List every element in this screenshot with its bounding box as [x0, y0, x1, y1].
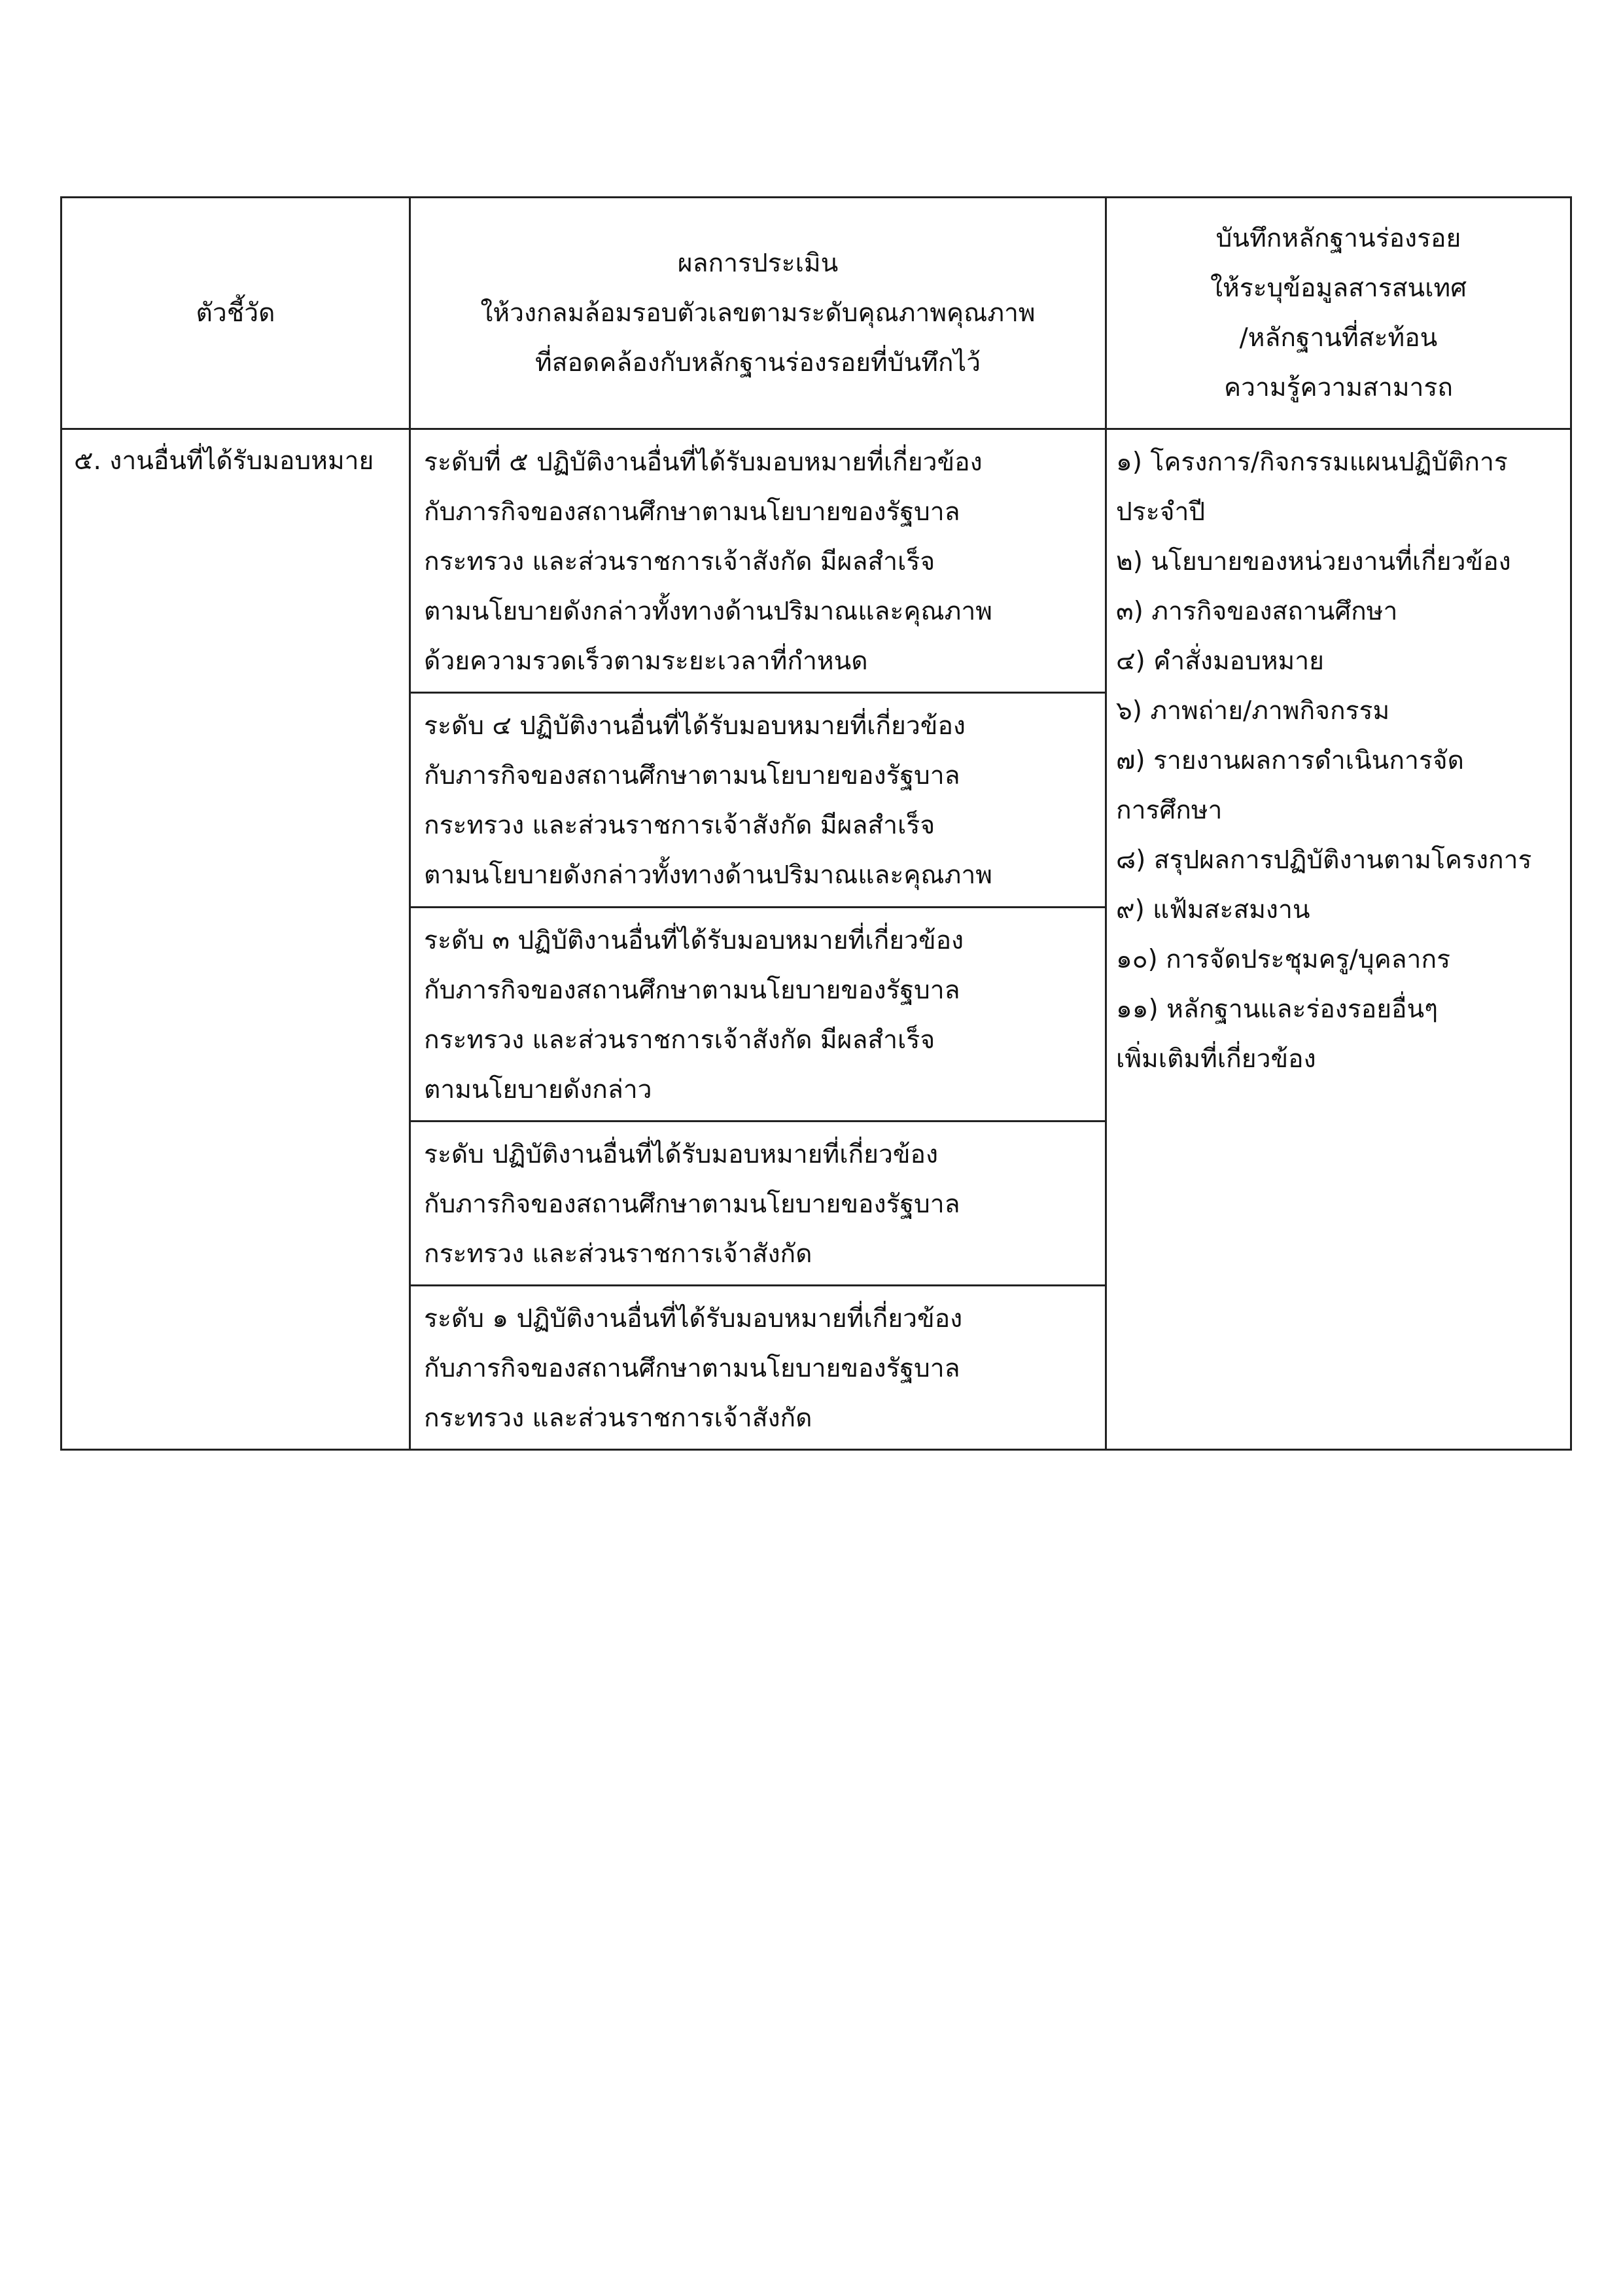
level-line: กับภารกิจของสถานศึกษาตามนโยบายของรัฐบาล	[424, 761, 960, 790]
evidence-line: ๑) โครงการ/กิจกรรมแผนปฏิบัติการ	[1116, 448, 1508, 477]
indicator-text: ๕. งานอื่นที่ได้รับมอบหมาย	[74, 446, 374, 476]
evidence-line: ๙) แฟ้มสะสมงาน	[1116, 895, 1310, 925]
evidence-line: ๑๐) การจัดประชุมครู/บุคลากร	[1116, 945, 1451, 974]
evidence-line: ๔) คำสั่งมอบหมาย	[1116, 646, 1325, 676]
level-line: กระทรวง และส่วนราชการเจ้าสังกัด มีผลสำเร็จ	[424, 1025, 935, 1055]
level-line: ตามนโยบายดังกล่าวทั้งทางด้านปริมาณและคุณภาพ	[424, 860, 992, 890]
header-evidence-line: บันทึกหลักฐานร่องรอย	[1215, 223, 1461, 253]
header-evidence-line: ความรู้ความสามารถ	[1223, 372, 1453, 402]
evidence-line: ประจำปี	[1116, 497, 1206, 527]
evidence-cell	[1106, 429, 1571, 1450]
level-line: กระทรวง และส่วนราชการเจ้าสังกัด	[424, 1404, 812, 1433]
evidence-line: ๓) ภารกิจของสถานศึกษา	[1116, 597, 1398, 626]
assessment-table	[60, 196, 1572, 1451]
evidence-line: ๘) สรุปผลการปฏิบัติงานตามโครงการ	[1116, 845, 1532, 875]
level-2-cell	[410, 1122, 1106, 1286]
level-5-cell	[410, 429, 1106, 693]
level-line: กับภารกิจของสถานศึกษาตามนโยบายของรัฐบาล	[424, 1354, 960, 1383]
level-line: กระทรวง และส่วนราชการเจ้าสังกัด มีผลสำเร็จ	[424, 811, 935, 840]
header-indicator	[61, 198, 410, 429]
header-evidence	[1106, 198, 1571, 429]
evidence-line: เพิ่มเติมที่เกี่ยวข้อง	[1116, 1044, 1316, 1074]
level-4-cell	[410, 693, 1106, 908]
level-line: ระดับ ปฏิบัติงานอื่นที่ได้รับมอบหมายที่เกี่ยวข้อง	[424, 1140, 939, 1169]
level-line: กับภารกิจของสถานศึกษาตามนโยบายของรัฐบาล	[424, 1190, 960, 1219]
level-line: ตามนโยบายดังกล่าวทั้งทางด้านปริมาณและคุณภาพ	[424, 597, 992, 626]
level-1-cell	[410, 1286, 1106, 1450]
evidence-line: ๖) ภาพถ่าย/ภาพกิจกรรม	[1116, 696, 1390, 726]
level-line: กระทรวง และส่วนราชการเจ้าสังกัด	[424, 1239, 812, 1269]
level-line: ตามนโยบายดังกล่าว	[424, 1075, 652, 1104]
header-evidence-line: /หลักฐานที่สะท้อน	[1239, 323, 1438, 353]
evidence-line: ๗) รายงานผลการดำเนินการจัด	[1116, 746, 1464, 775]
evidence-line: การศึกษา	[1116, 796, 1223, 825]
indicator-cell	[61, 429, 410, 1450]
evidence-line: ๑๑) หลักฐานและร่องรอยอื่นๆ	[1116, 995, 1439, 1024]
level-line: กับภารกิจของสถานศึกษาตามนโยบายของรัฐบาล	[424, 497, 960, 527]
level-3-cell	[410, 908, 1106, 1122]
header-assessment-line: ที่สอดคล้องกับหลักฐานร่องรอยที่บันทึกไว้	[535, 347, 981, 378]
header-assessment	[410, 198, 1106, 429]
header-assessment-line: ผลการประเมิน	[677, 248, 839, 278]
header-evidence-line: ให้ระบุข้อมูลสารสนเทศ	[1210, 273, 1467, 303]
level-line: ระดับที่ ๕ ปฏิบัติงานอื่นที่ได้รับมอบหมายที่เกี่ยวข้อง	[424, 448, 983, 477]
level-line: ระดับ ๑ ปฏิบัติงานอื่นที่ได้รับมอบหมายที่เกี่ยวข้อง	[424, 1304, 963, 1333]
evidence-line: ๒) นโยบายของหน่วยงานที่เกี่ยวข้อง	[1116, 547, 1511, 576]
table-header-row	[61, 198, 1571, 429]
level-line: ด้วยความรวดเร็วตามระยะเวลาที่กำหนด	[424, 646, 868, 676]
header-assessment-line: ให้วงกลมล้อมรอบตัวเลขตามระดับคุณภาพคุณภาพ	[480, 298, 1036, 328]
level-line: กระทรวง และส่วนราชการเจ้าสังกัด มีผลสำเร็จ	[424, 547, 935, 576]
level-line: ระดับ ๔ ปฏิบัติงานอื่นที่ได้รับมอบหมายที่เกี่ยวข้อง	[424, 711, 966, 741]
level-line: ระดับ ๓ ปฏิบัติงานอื่นที่ได้รับมอบหมายที่เกี่ยวข้อง	[424, 926, 964, 955]
table-row	[61, 429, 1571, 693]
header-indicator-text: ตัวชี้วัด	[196, 298, 275, 328]
level-line: กับภารกิจของสถานศึกษาตามนโยบายของรัฐบาล	[424, 976, 960, 1005]
